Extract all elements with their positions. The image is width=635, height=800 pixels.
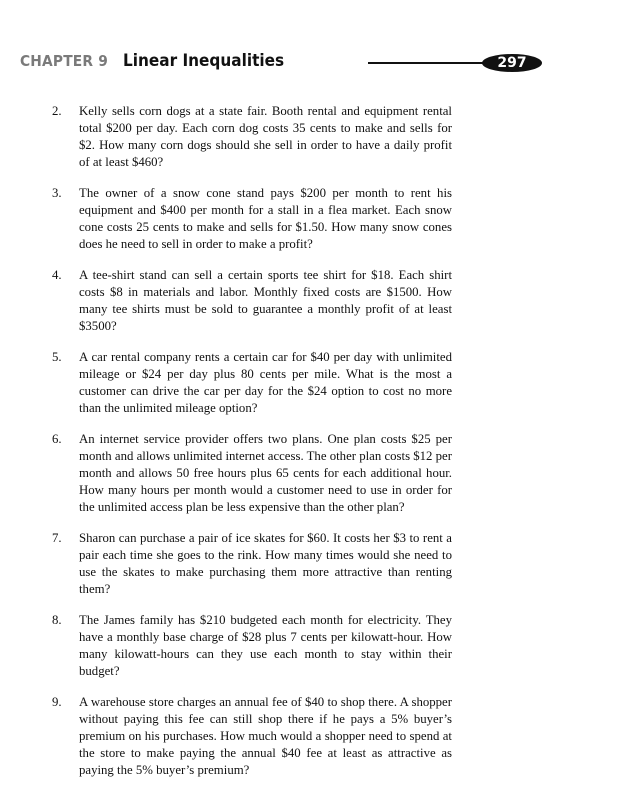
problem-text: The owner of a snow cone stand pays $200 per month to rent his equipment and $400 per month for a stall in a flea market. Each snow cone costs 25 cents to make and sells for $1.50. How many snow cones does he need to sell in order to make a profit? [79, 186, 452, 251]
page-number-badge: 297 [482, 54, 542, 72]
problem-text: A tee-shirt stand can sell a certain sports tee shirt for $18. Each shirt costs $8 in materials and labor. Monthly fixed costs are $1500. How many tee shirts must be sold to guarantee a monthly profit of at least $3500? [79, 268, 452, 333]
problem-item [52, 185, 452, 253]
problem-number: 5. [52, 350, 62, 364]
problem-number: 7. [52, 531, 62, 545]
problem-item [52, 431, 452, 516]
problem-number: 4. [52, 268, 62, 282]
problem-text: A warehouse store charges an annual fee of $40 to shop there. A shopper without paying this fee can still shop there if he pays a 5% buyer’s premium on his purchases. How much would a shopper need to spend at the store to make paying the annual $40 fee at least as attractive as paying the 5% buyer’s premium? [79, 695, 452, 777]
problem-number: 6. [52, 432, 62, 446]
problem-text: Kelly sells corn dogs at a state fair. Booth rental and equipment rental total $200 per day. Each corn dog costs 35 cents to make and sells for $2. How many corn dogs should she sell in order to have a daily profit of at least $460? [79, 104, 452, 169]
problem-list [52, 103, 452, 793]
problem-number: 8. [52, 613, 62, 627]
problem-number: 2. [52, 104, 62, 118]
problem-item [52, 612, 452, 680]
problem-item [52, 103, 452, 171]
problem-text: Sharon can purchase a pair of ice skates for $60. It costs her $3 to rent a pair each time she goes to the rink. How many times would she need to use the skates to make purchasing them more attractive than renting them? [79, 531, 452, 596]
problem-item [52, 349, 452, 417]
problem-text: A car rental company rents a certain car for $40 per day with unlimited mileage or $24 per day plus 80 cents per mile. What is the most a customer can drive the car per day for the $24 option to cost no more than the unlimited mileage option? [79, 350, 452, 415]
problem-text: The James family has $210 budgeted each month for electricity. They have a monthly base charge of $28 plus 7 cents per kilowatt-hour. How many kilowatt-hours can they use each month to stay within their budget? [79, 613, 452, 678]
problem-item [52, 530, 452, 598]
chapter-label: CHAPTER 9 [20, 52, 109, 70]
problem-number: 3. [52, 186, 62, 200]
chapter-title: Linear Inequalities [123, 51, 285, 71]
problem-number: 9. [52, 695, 62, 709]
problem-item [52, 267, 452, 335]
problem-text: An internet service provider offers two plans. One plan costs $25 per month and allows unlimited internet access. The other plan costs $12 per month and allows 50 free hours plus 65 cents for each additional hour. How many hours per month would a customer need to use in order for the unlimited access plan be less expensive than the other plan? [79, 432, 452, 514]
page-header [20, 50, 620, 80]
problem-item [52, 694, 452, 779]
